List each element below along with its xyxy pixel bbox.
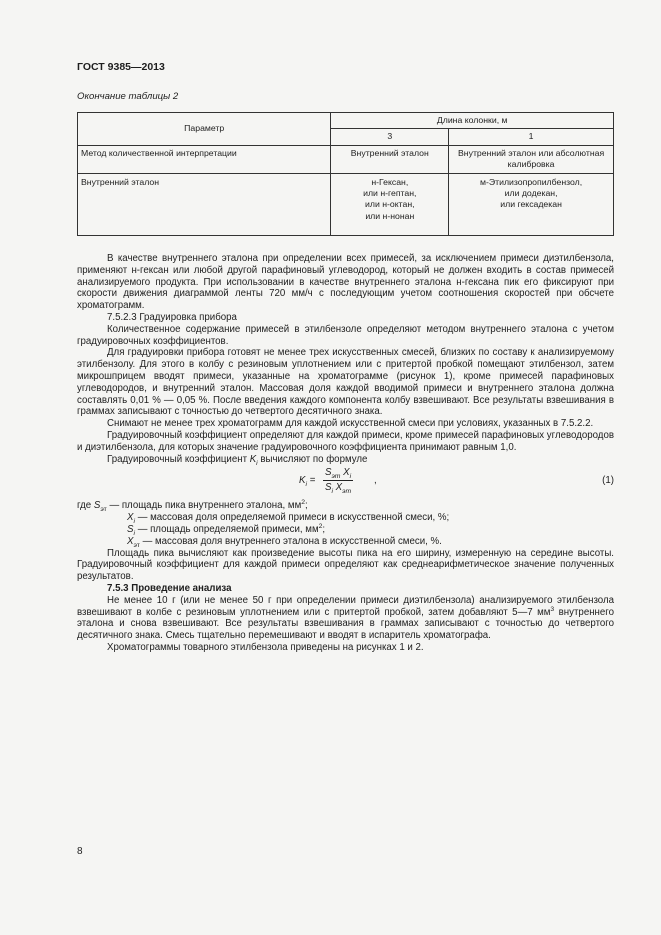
paragraph: Хроматограммы товарного этилбензола приведены на рисунках 1 и 2. bbox=[107, 641, 424, 653]
formula-number: (1) bbox=[602, 475, 614, 487]
col-1m-header: 1 bbox=[449, 129, 614, 146]
definition-line: где $S_{эт}$ — площадь пика внутреннего эталона, $мм^2$; bbox=[77, 499, 308, 514]
definition-line: $X_{эт}$ — массовая доля внутреннего эталона в искусственной смеси, %. bbox=[127, 535, 442, 549]
col-3m-header: 3 bbox=[331, 129, 449, 146]
formula-lhs: $K_i$ = bbox=[299, 475, 316, 489]
row-value-1m: Внутренний эталон или абсолютная калибровка bbox=[449, 146, 614, 174]
row-value-3m: Внутренний эталон bbox=[331, 146, 449, 174]
table-2-continuation bbox=[77, 112, 614, 236]
definition-line: $S_i$ — площадь определяемой примеси, $мм^2$; bbox=[127, 522, 326, 537]
paragraph: Для градуировки прибора готовят не менее трех искусственных смесей, близких по составу к анализируемому этилбензолу. Для этого в колбу с резиновым уплотнением или с притертой пробкой помещают этилбензол, затем микрошприцем вводят примеси, указанные на хроматограмме (рисунок 1), кроме примесей парафиновых углеводородов, и внутренний эталон. Массовая доля каждой вводимой примеси и внутреннего эталона должна составлять 0,01 % — 0,05 %. После введения каждого компонента колбу взвешивают. Все результаты взвешивания в граммах записывают с точностью до четвертого десятичного знака. bbox=[77, 347, 614, 418]
body-text bbox=[77, 253, 614, 654]
param-header: Параметр bbox=[78, 113, 331, 146]
table-caption: Окончание таблицы 2 bbox=[77, 91, 179, 102]
length-header: Длина колонки, м bbox=[331, 113, 614, 129]
section-heading-7-5-3: 7.5.3 Проведение анализа bbox=[107, 582, 232, 594]
table-row bbox=[78, 146, 614, 174]
paragraph: Не менее 10 г (или не менее 50 г при определении примеси диэтилбензола) анализируемого этилбензола взвешивают в колбе с резиновым уплотнением или с притертой пробкой, затем добавляют 5—7 $мм^3$ внутреннего эталона и снова взвешивают. Все результаты взвешивания в граммах записывают с точностью до четвертого десятичного знака. Смесь тщательно перемешивают и вводят в испаритель хроматографа. bbox=[77, 594, 615, 642]
paragraph: Градуировочный коэффициент определяют для каждой примеси, кроме примесей парафиновых углеводородов и диэтилбензола, для которых значение градуировочного коэффициента принимают равным 1,0. bbox=[77, 429, 614, 453]
row-param: Метод количественной интерпретации bbox=[78, 146, 331, 174]
standard-title: ГОСТ 9385—2013 bbox=[77, 61, 165, 73]
paragraph: В качестве внутреннего эталона при определении всех примесей, за исключением примеси диэтилбензола, применяют н-гексан или любой другой парафиновый углеводород, который не должен входить в состав примесей анализируемого продукта. При использовании в качестве внутреннего эталона н-гексана пик его фиксируют при скорости движения диаграммой ленты 720 мм/ч с последующим учетом соотношения скоростей при обсчете хроматограмм. bbox=[77, 253, 614, 312]
row-value-3m: н-Гексан, или н-гептан, или н-октан, или н-нонан bbox=[331, 174, 449, 236]
page-number: 8 bbox=[77, 846, 83, 857]
formula-fraction: $S_{эт}$ $X_i$ $S_i$ $X_{эт}$ bbox=[325, 467, 352, 496]
paragraph: Снимают не менее трех хроматограмм для каждой искусственной смеси при условиях, указанных в 7.5.2.2. bbox=[107, 418, 594, 430]
paragraph: Градуировочный коэффициент $K_i$ вычисляют по формуле bbox=[107, 453, 368, 467]
table-row bbox=[78, 174, 614, 236]
paragraph: Площадь пика вычисляют как произведение высоты пика на его ширину, измеренную на середине высоты. Градуировочный коэффициент для каждой примеси определяют как среднеарифметическое значение полученных результатов. bbox=[77, 547, 614, 583]
paragraph: Количественное содержание примесей в этилбензоле определяют методом внутреннего эталона с учетом градуировочных коэффициентов. bbox=[77, 323, 614, 347]
section-heading-7-5-2-3: 7.5.2.3 Градуировка прибора bbox=[107, 311, 237, 323]
row-value-1m: м-Этилизопропилбензол, или додекан, или гексадекан bbox=[449, 174, 614, 236]
formula-1: $K_i$ = $S_{эт}$ $X_i$ $S_i$ $X_{эт}$ , (1) bbox=[299, 467, 614, 496]
row-param: Внутренний эталон bbox=[78, 174, 331, 236]
definition-line: $X_i$ — массовая доля определяемой примеси в искусственной смеси, %; bbox=[127, 512, 450, 526]
